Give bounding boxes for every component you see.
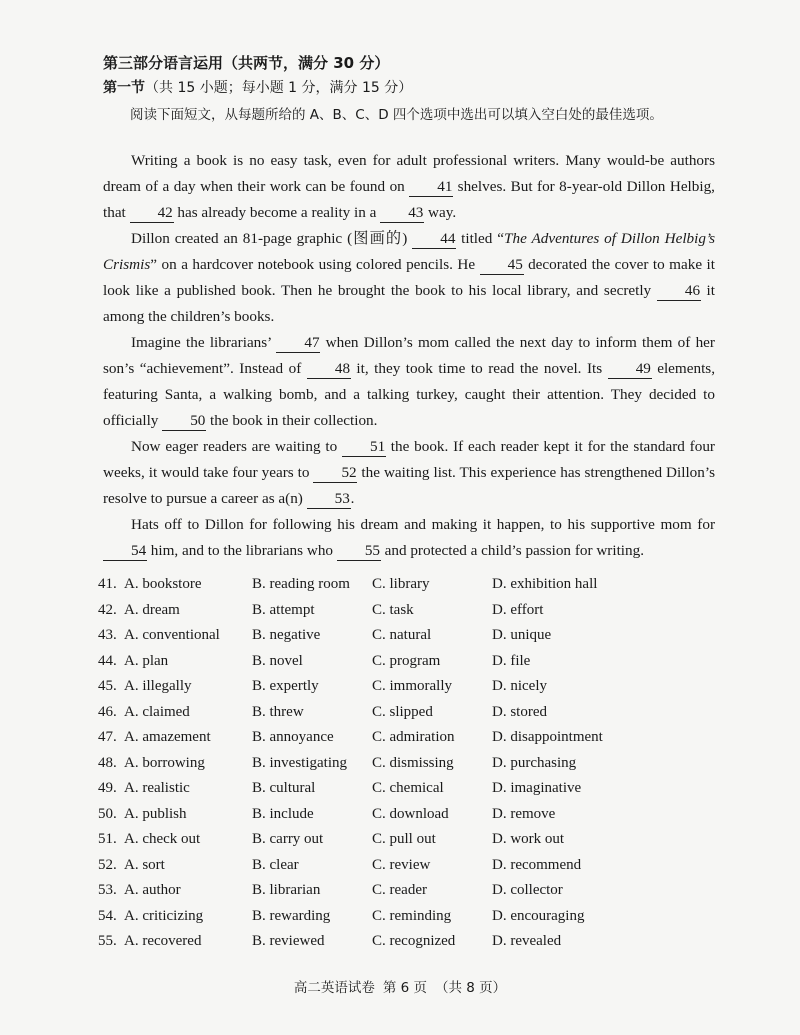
option-b: B. cultural	[252, 780, 316, 797]
question-49-options	[98, 776, 738, 802]
option-c: C. download	[372, 805, 449, 822]
option-d: D. effort	[492, 601, 544, 618]
option-a: A. claimed	[124, 703, 190, 720]
option-b: B. annoyance	[252, 729, 334, 746]
option-b: B. reading room	[252, 576, 350, 593]
paragraph-3	[103, 330, 715, 434]
option-a: A. bookstore	[124, 576, 202, 593]
option-a: A. dream	[124, 601, 180, 618]
blank-51: 51	[342, 438, 386, 457]
footer-subject: 高二英语试卷	[293, 980, 375, 996]
question-44-options	[98, 649, 738, 675]
option-b: B. negative	[252, 627, 321, 644]
option-c: C. natural	[372, 627, 432, 644]
option-d: D. unique	[492, 627, 552, 644]
option-a: A. recovered	[124, 933, 202, 950]
option-a: A. check out	[124, 831, 201, 848]
passage-text: shelves. But for 8-year-old Dillon Helbig, that	[103, 178, 715, 221]
passage-text: has already become a reality in a	[173, 204, 381, 221]
blank-43: 43	[380, 204, 424, 223]
option-c: C. task	[372, 601, 414, 618]
question-number: 51.	[98, 831, 117, 848]
question-number: 54.	[98, 907, 117, 924]
question-53-options	[98, 878, 738, 904]
passage-text: it among the children’s books.	[103, 282, 715, 325]
part-heading	[103, 52, 389, 73]
blank-45: 45	[480, 256, 524, 275]
blank-53: 53	[307, 490, 351, 509]
option-a: A. amazement	[124, 729, 211, 746]
passage-text: titled “	[456, 230, 505, 247]
option-a: A. conventional	[124, 627, 220, 644]
passage-text: elements, featuring Santa, a walking bomb, and a talking turkey, caught their attention. They decided to officially	[103, 360, 716, 429]
blank-42: 42	[130, 204, 174, 223]
option-b: B. reviewed	[252, 933, 325, 950]
option-a: A. illegally	[124, 678, 192, 695]
option-b: B. expertly	[252, 678, 319, 695]
option-c: C. pull out	[372, 831, 436, 848]
option-c: C. chemical	[372, 780, 444, 797]
option-d: D. collector	[492, 882, 563, 899]
option-b: B. librarian	[252, 882, 321, 899]
option-d: D. disappointment	[492, 729, 603, 746]
option-d: D. recommend	[492, 856, 582, 873]
option-a: A. realistic	[124, 780, 190, 797]
option-a: A. publish	[124, 805, 187, 822]
option-a: A. author	[124, 882, 181, 899]
option-d: D. exhibition hall	[492, 576, 598, 593]
question-number: 55.	[98, 933, 117, 950]
passage-text: decorated the cover to make it look like a published book. Then he brought the book to his local library, and secretly	[103, 256, 715, 299]
paragraph-4	[103, 434, 715, 512]
question-54-options	[98, 904, 738, 930]
passage-text: Now eager readers are waiting to	[131, 438, 342, 455]
question-number: 50.	[98, 805, 117, 822]
question-51-options	[98, 827, 738, 853]
option-a: A. borrowing	[124, 754, 205, 771]
option-a: A. plan	[124, 652, 169, 669]
footer-page: 第 6 页	[382, 980, 427, 996]
passage-text: the book in their collection.	[206, 412, 378, 429]
section-title: 第一节	[103, 80, 145, 96]
option-c: C. reader	[372, 882, 427, 899]
section-info: （共 15 小题；每小题 1 分，满分 15 分）	[145, 80, 413, 96]
blank-55: 55	[337, 542, 381, 561]
option-b: B. threw	[252, 703, 304, 720]
passage-text: Dillon created an 81-page graphic (图画的)	[131, 230, 413, 247]
option-c: C. library	[372, 576, 430, 593]
option-d: D. purchasing	[492, 754, 577, 771]
passage-text: ” on a hardcover notebook using colored pencils. He	[150, 256, 480, 273]
blank-47: 47	[276, 334, 320, 353]
blank-48: 48	[307, 360, 351, 379]
question-number: 48.	[98, 754, 117, 771]
passage-text: way.	[424, 204, 457, 221]
question-number: 41.	[98, 576, 117, 593]
option-c: C. program	[372, 652, 441, 669]
section-heading	[103, 77, 412, 97]
question-55-options	[98, 929, 738, 955]
passage-text: Hats off to Dillon for following his dream and making it happen, to his supportive mom for	[131, 516, 715, 533]
blank-44: 44	[412, 230, 456, 249]
blank-50: 50	[162, 412, 206, 431]
blank-52: 52	[313, 464, 357, 483]
option-a: A. criticizing	[124, 907, 204, 924]
option-d: D. nicely	[492, 678, 547, 695]
question-number: 52.	[98, 856, 117, 873]
option-d: D. encouraging	[492, 907, 585, 924]
passage-text: .	[350, 490, 355, 507]
option-d: D. stored	[492, 703, 547, 720]
question-number: 49.	[98, 780, 117, 797]
instruction: 阅读下面短文，从每题所给的 A、B、C、D 四个选项中选出可以填入空白处的最佳选项。	[130, 107, 663, 123]
question-number: 45.	[98, 678, 117, 695]
option-d: D. work out	[492, 831, 565, 848]
question-number: 44.	[98, 652, 117, 669]
part-subtitle: 语言运用（共两节，满分 30 分）	[163, 54, 390, 72]
question-41-options	[98, 572, 738, 598]
paragraph-5	[103, 512, 715, 564]
page-footer	[0, 976, 800, 996]
question-52-options	[98, 853, 738, 879]
question-number: 53.	[98, 882, 117, 899]
option-b: B. novel	[252, 652, 303, 669]
question-number: 47.	[98, 729, 117, 746]
question-46-options	[98, 700, 738, 726]
footer-total: （共 8 页）	[435, 980, 507, 996]
question-48-options	[98, 751, 738, 777]
option-d: D. remove	[492, 805, 556, 822]
answer-options	[98, 572, 738, 955]
passage-text: Imagine the librarians’	[131, 334, 277, 351]
question-50-options	[98, 802, 738, 828]
passage-text: him, and to the librarians who	[147, 542, 337, 559]
question-number: 42.	[98, 601, 117, 618]
cloze-passage	[103, 148, 715, 564]
option-d: D. imaginative	[492, 780, 582, 797]
question-number: 43.	[98, 627, 117, 644]
book-title: The Adventures of Dillon Helbig’s Crismis	[103, 230, 715, 273]
option-b: B. attempt	[252, 601, 315, 618]
option-d: D. revealed	[492, 933, 562, 950]
blank-49: 49	[608, 360, 652, 379]
part-title: 第三部分	[103, 54, 164, 72]
option-c: C. slipped	[372, 703, 433, 720]
option-b: B. include	[252, 805, 314, 822]
option-c: C. immorally	[372, 678, 452, 695]
blank-46: 46	[657, 282, 701, 301]
option-c: C. dismissing	[372, 754, 454, 771]
passage-text: Writing a book is no easy task, even for adult professional writers. Many would-be authors dream of a day when their work can be found on	[103, 152, 715, 195]
blank-54: 54	[103, 542, 147, 561]
passage-text: and protected a child’s passion for writing.	[380, 542, 644, 559]
question-45-options	[98, 674, 738, 700]
paragraph-1	[103, 148, 715, 226]
blank-41: 41	[409, 178, 453, 197]
passage-text: the book. If each reader kept it for the standard four weeks, it would take four years to	[103, 438, 715, 481]
option-b: B. rewarding	[252, 907, 331, 924]
option-b: B. carry out	[252, 831, 324, 848]
option-c: C. admiration	[372, 729, 455, 746]
option-c: C. review	[372, 856, 431, 873]
question-43-options	[98, 623, 738, 649]
option-b: B. clear	[252, 856, 299, 873]
question-number: 46.	[98, 703, 117, 720]
question-47-options	[98, 725, 738, 751]
option-c: C. reminding	[372, 907, 452, 924]
passage-text: the waiting list. This experience has strengthened Dillon’s resolve to pursue a career as a(n)	[103, 464, 715, 507]
passage-text: it, they took time to read the novel. Its	[350, 360, 608, 377]
option-b: B. investigating	[252, 754, 347, 771]
option-c: C. recognized	[372, 933, 456, 950]
paragraph-2	[103, 226, 715, 330]
option-d: D. file	[492, 652, 531, 669]
question-42-options	[98, 598, 738, 624]
passage-text: when Dillon’s mom called the next day to inform them of her son’s “achievement”. Instead of	[103, 334, 715, 377]
option-a: A. sort	[124, 856, 165, 873]
